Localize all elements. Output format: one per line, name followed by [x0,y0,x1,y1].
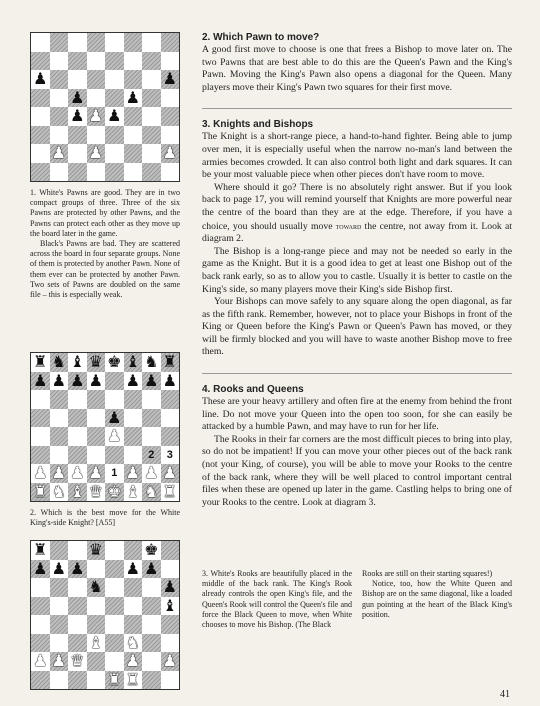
board-square [161,144,180,163]
board-square [105,615,124,634]
board-square [142,390,161,409]
section-text [202,182,512,246]
board-square [105,409,124,428]
white-pawn-icon: ♟ [33,463,48,483]
board-square [105,52,124,71]
board-square [31,52,50,71]
board-square [87,390,106,409]
page-number: 41 [500,689,510,700]
square-label: 2 [148,448,155,461]
board-square [124,446,143,465]
text-run-smallcaps: toward [335,220,362,231]
black-pawn-icon: ♟ [107,407,122,427]
board-square [124,652,143,671]
board-square [31,89,50,108]
black-pawn-icon: ♟ [51,370,66,390]
board-square [124,107,143,126]
board-square [142,597,161,616]
board-square [68,541,87,560]
board-square [142,144,161,163]
board-square [142,126,161,145]
white-pawn-icon: ♟ [51,143,66,163]
board-square [87,33,106,52]
board-square [105,652,124,671]
white-pawn-icon: ♟ [162,463,177,483]
board-square [105,560,124,579]
board-square [50,372,69,391]
board-square [31,409,50,428]
board-square [50,107,69,126]
board-square [161,89,180,108]
black-pawn-icon: ♟ [125,558,140,578]
board-square [142,464,161,483]
chess-diagram-3 [30,540,180,690]
board-square [31,446,50,465]
board-square [87,671,106,690]
board-square [105,353,124,372]
board-square [68,634,87,653]
board-square [50,33,69,52]
white-pawn-icon: ♟ [144,463,159,483]
board-square [50,541,69,560]
black-king-icon: ♚ [144,540,159,560]
board-square [31,353,50,372]
board-square [87,144,106,163]
caption-3-para-1: 3. White's Rooks are beautifully placed in the middle of the back rank. The King's Rook already controls the open King's file, and the Queen's Rook will control the Queen's file and force the Black Queen to move, when White chooses to move his Bishop. (The Black [202,569,352,630]
board-square [87,372,106,391]
board-square [124,353,143,372]
board-square [31,483,50,502]
board-square [161,652,180,671]
text-run: the centre, not away from it. Look at diagram 2. [202,220,512,245]
board-square [87,427,106,446]
section-knights-bishops [202,119,512,359]
black-knight-icon: ♞ [88,577,103,597]
board-square [161,578,180,597]
board-square [68,144,87,163]
section-text: These are your heavy artillery and often fire at the enemy from behind the front line. Do not move your Queen into the open too soon, for she can easily be attacked by a humble Pawn, and may have to run for her life. [202,396,512,433]
board-square [142,446,161,465]
white-pawn-icon: ♟ [51,463,66,483]
board-square [105,144,124,163]
black-rook-icon: ♜ [33,540,48,560]
board-square [31,634,50,653]
board-square [142,483,161,502]
board-square [142,70,161,89]
board-square [87,483,106,502]
caption-1-para-1: 1. White's Pawns are good. They are in two compact groups of three. Three of the six Pawns are protected by other Pawns, and the Pawns can protect each other as they move up the board later in the game. [30,188,180,238]
board-square [142,634,161,653]
black-pawn-icon: ♟ [144,558,159,578]
white-bishop-icon: ♝ [70,481,85,501]
white-pawn-icon: ♟ [162,651,177,671]
board-square [161,33,180,52]
board-square [105,541,124,560]
board-square [124,427,143,446]
white-knight-icon: ♞ [51,481,66,501]
board-square [161,70,180,89]
white-rook-icon: ♜ [125,669,140,689]
board-square [31,33,50,52]
board-square [105,126,124,145]
board-square [105,597,124,616]
board-square [124,597,143,616]
board-square [87,126,106,145]
divider [202,108,512,109]
white-king-icon: ♚ [107,481,122,501]
black-bishop-icon: ♝ [125,352,140,372]
section-text: A good first move to choose is one that frees a Bishop to move later on. The two Pawns that are best able to do this are the Queen's Pawn and the King's Pawn. Moving the King's Pawn also opens a diagonal for the Queen. Many players move their King's Pawn two squares for their first move. [202,44,512,93]
caption-2-text: 2. Which is the best move for the White King's-side Knight? [A55] [30,508,180,528]
board-square [142,372,161,391]
board-square [50,652,69,671]
board-square [68,427,87,446]
board-square [50,446,69,465]
square-label: 1 [111,467,118,480]
board-square [50,409,69,428]
board-square [68,560,87,579]
caption-1-para-2: Black's Pawns are bad. They are scattered across the board in four separate groups. None of them is protected by another Pawn. None of them ever can be protected by another Pawn. Two sets of Pawns are doubled on the same file – this is especially weak. [30,239,180,300]
divider [202,373,512,374]
white-knight-icon: ♞ [125,632,140,652]
caption-3 [202,569,512,630]
white-rook-icon: ♜ [107,669,122,689]
board-square [68,615,87,634]
board-square [50,144,69,163]
board-square [161,541,180,560]
board-square [161,126,180,145]
board-square [68,597,87,616]
board-square [142,89,161,108]
board-square [142,163,161,182]
black-pawn-icon: ♟ [33,69,48,89]
white-queen-icon: ♛ [70,651,85,671]
board-square [87,446,106,465]
board-square [161,372,180,391]
black-queen-icon: ♛ [88,540,103,560]
board-square [31,541,50,560]
board-square [68,353,87,372]
board-square [142,427,161,446]
board-square [50,427,69,446]
board-square [31,107,50,126]
board-square [87,652,106,671]
board-square [124,671,143,690]
white-pawn-icon: ♟ [88,106,103,126]
board-square [68,578,87,597]
board-square [124,483,143,502]
board-square [87,634,106,653]
black-pawn-icon: ♟ [70,87,85,107]
board-square [68,33,87,52]
board-square [105,107,124,126]
white-pawn-icon: ♟ [88,463,103,483]
board-square [50,483,69,502]
board-square [142,409,161,428]
board-square [142,541,161,560]
board-square [68,163,87,182]
section-text: The Bishop is a long-range piece and may not be needed so early in the game as the Knight. But it is a good idea to get at least one Bishop out of the back rank early, so as to allow you to castle. Usually it is better to castle on the King's side, so many players move their King's side Bishop first. [202,245,512,295]
board-square [68,464,87,483]
black-pawn-icon: ♟ [144,370,159,390]
board-square [105,464,124,483]
caption-2 [30,508,180,536]
board-square [142,107,161,126]
board-square [87,107,106,126]
white-rook-icon: ♜ [33,481,48,501]
white-pawn-icon: ♟ [70,463,85,483]
board-square [142,652,161,671]
right-column [202,32,512,523]
board-square [68,446,87,465]
board-square [124,52,143,71]
text-run: Where should it go? There is no absolutely right answer. But if you look back to page 17, you will remind yourself that Knights are more powerful near the centre of the board than they are at the edge. Therefore, if you have a choice, you should usually move [202,181,512,232]
black-pawn-icon: ♟ [162,69,177,89]
white-bishop-icon: ♝ [125,481,140,501]
left-column [30,32,188,690]
board-square [124,634,143,653]
board-square [161,446,180,465]
board-square [105,33,124,52]
section-heading: 3. Knights and Bishops [202,119,314,131]
board-square [31,615,50,634]
black-pawn-icon: ♟ [162,370,177,390]
board-square [50,126,69,145]
board-square [161,597,180,616]
board-square [105,70,124,89]
board-square [105,634,124,653]
board-square [87,163,106,182]
board-square [68,671,87,690]
board-square [124,464,143,483]
board-square [50,560,69,579]
board-square [105,372,124,391]
black-pawn-icon: ♟ [125,370,140,390]
board-square [105,427,124,446]
board-square [124,163,143,182]
board-square [124,578,143,597]
board-square [31,464,50,483]
black-rook-icon: ♜ [162,352,177,372]
section-heading: 4. Rooks and Queens [202,384,304,396]
black-knight-icon: ♞ [51,352,66,372]
white-pawn-icon: ♟ [125,651,140,671]
board-square [50,671,69,690]
white-pawn-icon: ♟ [51,651,66,671]
board-square [68,52,87,71]
white-knight-icon: ♞ [144,481,159,501]
section-text: Your Bishops can move safely to any square along the open diagonal, as far as the fifth rank. Remember, however, not to place your Bishops in front of the King or Queen before the King's Pawn or Queen's Pawn has moved, or they will be firmly blocked and you will have to waste another Bishop move to free them. [202,296,512,358]
caption-3-col-2 [362,569,512,630]
board-square [105,446,124,465]
board-square [31,560,50,579]
board-square [50,390,69,409]
board-square [87,70,106,89]
board-square [161,560,180,579]
white-bishop-icon: ♝ [88,632,103,652]
white-pawn-icon: ♟ [125,463,140,483]
black-bishop-icon: ♝ [162,595,177,615]
board-square [50,163,69,182]
board-square [105,578,124,597]
board-square [161,163,180,182]
board-square [124,541,143,560]
black-pawn-icon: ♟ [70,370,85,390]
board-square [31,671,50,690]
board-square [142,33,161,52]
board-square [124,126,143,145]
board-square [87,597,106,616]
board-square [124,70,143,89]
board-square [87,541,106,560]
board-square [161,671,180,690]
black-pawn-icon: ♟ [125,87,140,107]
section-which-pawn [202,32,512,94]
board-square [124,560,143,579]
board-square [50,578,69,597]
board-square [31,70,50,89]
board-square [124,33,143,52]
board-square [142,578,161,597]
board-square [68,372,87,391]
white-pawn-icon: ♟ [33,651,48,671]
white-pawn-icon: ♟ [88,143,103,163]
board-square [105,390,124,409]
black-pawn-icon: ♟ [70,558,85,578]
black-pawn-icon: ♟ [33,558,48,578]
board-square [105,163,124,182]
board-square [87,578,106,597]
board-square [142,560,161,579]
board-square [161,353,180,372]
board-square [31,144,50,163]
board-square [161,409,180,428]
board-square [142,353,161,372]
board-square [124,390,143,409]
board-square [105,671,124,690]
board-square [68,70,87,89]
board-square [31,163,50,182]
board-square [161,390,180,409]
section-text: The Rooks in their far corners are the most difficult pieces to bring into play, so do not be impatient! If you can move your other pieces out of the back rank (not your King, of course), you will be able to move your Rooks to the centre of the back rank, where they will be well placed to control important central files when these are opened up later in the game. Castling helps to bring one of your Rooks to the centre. Look at diagram 3. [202,433,512,508]
board-square [87,464,106,483]
board-square [142,615,161,634]
board-square [142,52,161,71]
board-square [68,652,87,671]
board-square [87,615,106,634]
board-square [50,597,69,616]
black-pawn-icon: ♟ [88,370,103,390]
square-label: 3 [166,448,173,461]
board-square [124,89,143,108]
white-queen-icon: ♛ [88,481,103,501]
caption-3-para-2: Rooks are still on their starting squares!) [362,569,493,578]
section-rooks-queens [202,384,512,509]
board-square [31,126,50,145]
black-queen-icon: ♛ [88,352,103,372]
board-square [50,353,69,372]
board-square [31,597,50,616]
board-square [68,126,87,145]
black-pawn-icon: ♟ [33,370,48,390]
board-square [68,89,87,108]
caption-1 [30,188,180,348]
board-square [50,615,69,634]
board-square [50,70,69,89]
board-square [87,353,106,372]
board-square [50,89,69,108]
black-pawn-icon: ♟ [162,577,177,597]
chess-diagram-2 [30,352,180,502]
board-square [31,578,50,597]
chess-diagram-1 [30,32,180,182]
board-square [68,390,87,409]
caption-3-col-1 [202,569,352,630]
board-square [142,671,161,690]
board-square [124,615,143,634]
board-square [87,89,106,108]
board-square [105,483,124,502]
board-square [87,409,106,428]
black-rook-icon: ♜ [33,352,48,372]
board-square [161,52,180,71]
board-square [124,372,143,391]
board-square [87,52,106,71]
board-square [161,464,180,483]
black-pawn-icon: ♟ [70,106,85,126]
board-square [68,483,87,502]
board-square [31,652,50,671]
board-square [31,427,50,446]
board-square [161,483,180,502]
board-square [161,427,180,446]
black-king-icon: ♚ [107,352,122,372]
black-pawn-icon: ♟ [51,558,66,578]
board-square [105,89,124,108]
black-knight-icon: ♞ [144,352,159,372]
section-text: The Knight is a short-range piece, a hand-to-hand fighter. Being able to jump over men, it is especially useful when the narrow no-man's land between the armies becomes crowded. It can also control both light and dark squares. It can be your most valuable piece when other pieces don't have room to move. [202,131,512,181]
board-square [161,107,180,126]
board-square [87,560,106,579]
board-square [124,144,143,163]
board-square [161,634,180,653]
black-pawn-icon: ♟ [107,106,122,126]
section-heading: 2. Which Pawn to move? [202,32,320,43]
white-pawn-icon: ♟ [107,426,122,446]
board-square [124,409,143,428]
board-square [31,390,50,409]
board-square [50,634,69,653]
board-square [68,107,87,126]
white-pawn-icon: ♟ [162,143,177,163]
black-bishop-icon: ♝ [70,352,85,372]
white-rook-icon: ♜ [162,481,177,501]
caption-3-para-3: Notice, too, how the White Queen and Bishop are on the same diagonal, like a loaded gun pointing at the heart of the Black King's position. [362,579,512,619]
board-square [68,409,87,428]
board-square [161,615,180,634]
board-square [50,464,69,483]
board-square [50,52,69,71]
board-square [31,372,50,391]
